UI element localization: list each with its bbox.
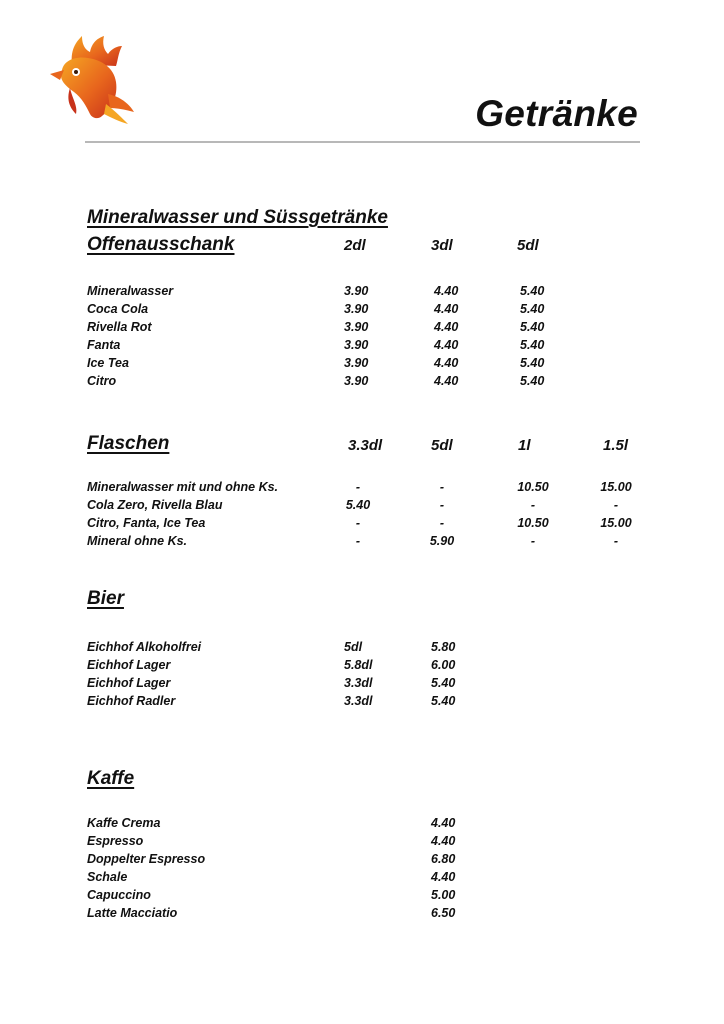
price-5dl: - — [439, 516, 445, 530]
price-3-3dl: - — [355, 534, 361, 548]
item-name: Doppelter Espresso — [87, 852, 206, 866]
item-price: 4.40 — [431, 870, 456, 884]
item-name: Espresso — [87, 834, 144, 848]
price-1-5l: 15.00 — [600, 480, 632, 494]
menu-row — [0, 354, 724, 372]
menu-row — [0, 868, 724, 886]
page-title: Getränke — [475, 93, 638, 134]
price-3-3dl: 5.40 — [345, 498, 371, 512]
item-price: 5.80 — [431, 640, 456, 654]
item-name: Eichhof Lager — [87, 658, 171, 672]
rooster-logo — [42, 34, 138, 126]
bottles-col-5dl: 5dl — [431, 437, 453, 454]
title-divider — [85, 141, 640, 143]
menu-row — [0, 886, 724, 904]
menu-row — [0, 814, 724, 832]
item-price: 6.50 — [431, 906, 456, 920]
menu-row — [0, 850, 724, 868]
item-price: 4.40 — [431, 834, 456, 848]
item-name: Capuccino — [87, 888, 151, 902]
mineral-section-heading: Mineralwasser und Süssgetränke — [87, 207, 388, 228]
menu-row — [0, 300, 724, 318]
price-1-5l: - — [613, 534, 619, 548]
price-2dl: 3.90 — [344, 302, 369, 316]
price-3dl: 4.40 — [434, 302, 459, 316]
item-name: Cola Zero, Rivella Blau — [87, 498, 223, 512]
menu-row — [0, 478, 724, 496]
price-3dl: 4.40 — [434, 284, 459, 298]
price-1-5l: - — [613, 498, 619, 512]
price-3dl: 4.40 — [434, 338, 459, 352]
menu-row — [0, 638, 724, 656]
item-name: Latte Macciatio — [87, 906, 178, 920]
price-3dl: 4.40 — [434, 320, 459, 334]
mineral-col-3dl: 3dl — [431, 237, 453, 254]
item-name: Eichhof Alkoholfrei — [87, 640, 202, 654]
item-size: 3.3dl — [344, 676, 373, 690]
menu-row — [0, 514, 724, 532]
price-1-5l: 15.00 — [600, 516, 632, 530]
item-size: 5dl — [344, 640, 363, 654]
price-3dl: 4.40 — [434, 356, 459, 370]
menu-row — [0, 832, 724, 850]
bottles-col-1l: 1l — [518, 437, 531, 454]
menu-row — [0, 318, 724, 336]
item-name: Mineralwasser — [87, 284, 174, 298]
bottles-col-1-5l: 1.5l — [603, 437, 629, 454]
menu-row — [0, 282, 724, 300]
price-5dl: 5.90 — [429, 534, 455, 548]
bottles-col-3-3dl: 3.3dl — [348, 437, 383, 454]
item-name: Ice Tea — [87, 356, 129, 370]
bottles-section-heading: Flaschen — [87, 433, 170, 454]
price-3dl: 4.40 — [434, 374, 459, 388]
price-5dl: 5.40 — [520, 320, 545, 334]
price-2dl: 3.90 — [344, 320, 369, 334]
item-price: 4.40 — [431, 816, 456, 830]
menu-row — [0, 532, 724, 550]
menu-row — [0, 372, 724, 390]
menu-row — [0, 656, 724, 674]
coffee-section-heading: Kaffe — [87, 768, 135, 789]
item-name: Kaffe Crema — [87, 816, 161, 830]
price-5dl: - — [439, 498, 445, 512]
price-5dl: 5.40 — [520, 302, 545, 316]
price-5dl: 5.40 — [520, 284, 545, 298]
price-2dl: 3.90 — [344, 338, 369, 352]
item-name: Citro — [87, 374, 117, 388]
menu-row — [0, 496, 724, 514]
price-2dl: 3.90 — [344, 374, 369, 388]
price-1l: 10.50 — [517, 480, 549, 494]
beer-section-heading: Bier — [87, 588, 124, 609]
menu-row — [0, 336, 724, 354]
price-1l: 10.50 — [517, 516, 549, 530]
price-5dl: 5.40 — [520, 338, 545, 352]
price-1l: - — [530, 534, 536, 548]
price-3-3dl: - — [355, 480, 361, 494]
item-name: Schale — [87, 870, 128, 884]
item-name: Fanta — [87, 338, 121, 352]
item-name: Eichhof Lager — [87, 676, 171, 690]
price-5dl: - — [439, 480, 445, 494]
price-5dl: 5.40 — [520, 356, 545, 370]
price-3-3dl: - — [355, 516, 361, 530]
item-name: Mineralwasser mit und ohne Ks. — [87, 480, 279, 494]
item-name: Coca Cola — [87, 302, 149, 316]
item-name: Eichhof Radler — [87, 694, 176, 708]
mineral-col-5dl: 5dl — [517, 237, 539, 254]
menu-row — [0, 692, 724, 710]
price-1l: - — [530, 498, 536, 512]
item-size: 3.3dl — [344, 694, 373, 708]
mineral-col-2dl: 2dl — [344, 237, 366, 254]
item-name: Citro, Fanta, Ice Tea — [87, 516, 206, 530]
item-price: 5.40 — [431, 694, 456, 708]
item-name: Mineral ohne Ks. — [87, 534, 188, 548]
price-5dl: 5.40 — [520, 374, 545, 388]
item-price: 5.00 — [431, 888, 456, 902]
menu-row — [0, 904, 724, 922]
item-name: Rivella Rot — [87, 320, 152, 334]
price-2dl: 3.90 — [344, 356, 369, 370]
price-2dl: 3.90 — [344, 284, 369, 298]
menu-row — [0, 674, 724, 692]
item-price: 6.80 — [431, 852, 456, 866]
mineral-subheading: Offenausschank — [87, 234, 235, 255]
item-size: 5.8dl — [344, 658, 373, 672]
item-price: 5.40 — [431, 676, 456, 690]
item-price: 6.00 — [431, 658, 456, 672]
